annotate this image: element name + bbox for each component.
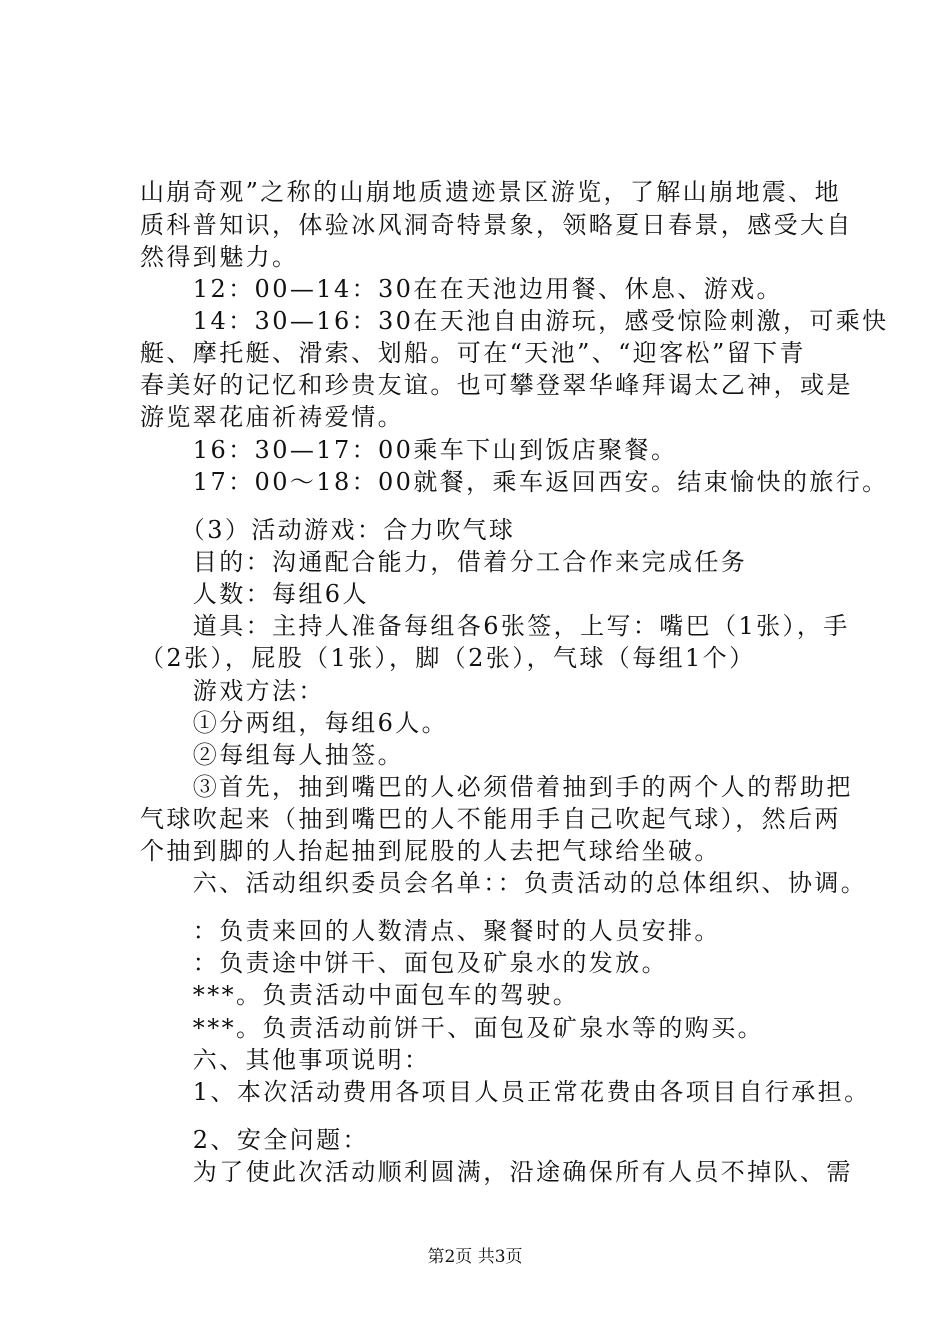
text-line: 14：30—16：30在天池自由游玩，感受惊险刺激，可乘快: [140, 307, 889, 335]
text-line: 道具：主持人准备每组各6张签，上写：嘴巴（1张），手: [140, 612, 850, 640]
text-line: 山崩奇观”之称的山崩地质遗迹景区游览，了解山崩地震、地: [140, 178, 842, 206]
text-line: 六、其他事项说明：: [140, 1046, 431, 1074]
text-line: 目的：沟通配合能力，借着分工合作来完成任务: [140, 548, 748, 576]
text-line: （3）活动游戏：合力吹气球: [140, 516, 516, 544]
text-line: 游览翠花庙祈祷爱情。: [140, 403, 404, 431]
text-line: 气球吹起来（抽到嘴巴的人不能用手自己吹起气球），然后两: [140, 805, 841, 833]
text-line: 17：00～18：00就餐，乘车返回西安。结束愉快的旅行。: [140, 468, 889, 496]
text-line: 艇、摩托艇、滑索、划船。可在“天池”、“迎客松”留下青: [140, 339, 806, 367]
text-line: ③首先，抽到嘴巴的人必须借着抽到手的两个人的帮助把: [140, 773, 853, 801]
text-line: 游戏方法：: [140, 677, 325, 705]
text-line: 2、安全问题：: [140, 1126, 369, 1154]
text-line: 然得到魅力。: [140, 243, 299, 271]
text-line: 人数：每组6人: [140, 580, 369, 608]
text-line: ①分两组，每组6人。: [140, 709, 449, 737]
text-line: ***。负责活动中面包车的驾驶。: [140, 981, 580, 1009]
text-line: 1、本次活动费用各项目人员正常花费由各项目自行承担。: [140, 1078, 871, 1106]
text-line: 16：30—17：00乘车下山到饭店聚餐。: [140, 436, 678, 464]
text-line: 12：00—14：30在在天池边用餐、休息、游戏。: [140, 275, 783, 303]
text-line: ②每组每人抽签。: [140, 741, 404, 769]
text-line: ：负责途中饼干、面包及矿泉水的发放。: [140, 949, 668, 977]
text-line: ***。负责活动前饼干、面包及矿泉水等的购买。: [140, 1014, 764, 1042]
text-line: 个抽到脚的人抬起抽到屁股的人去把气球给坐破。: [140, 837, 721, 865]
text-line: 质科普知识，体验冰风洞奇特景象，领略夏日春景，感受大自: [140, 211, 853, 239]
text-line: ：负责来回的人数清点、聚餐时的人员安排。: [140, 917, 721, 945]
text-line: （2张），屁股（1张），脚（2张），气球（每组1个）: [140, 644, 756, 672]
text-line: 为了使此次活动顺利圆满，沿途确保所有人员不掉队、需: [140, 1158, 853, 1186]
page-footer: 第2页 共3页: [427, 1247, 523, 1267]
text-line: 春美好的记忆和珍贵友谊。也可攀登翠华峰拜谒太乙神，或是: [140, 371, 853, 399]
text-line: 六、活动组织委员会名单：：负责活动的总体组织、协调。: [140, 869, 868, 897]
